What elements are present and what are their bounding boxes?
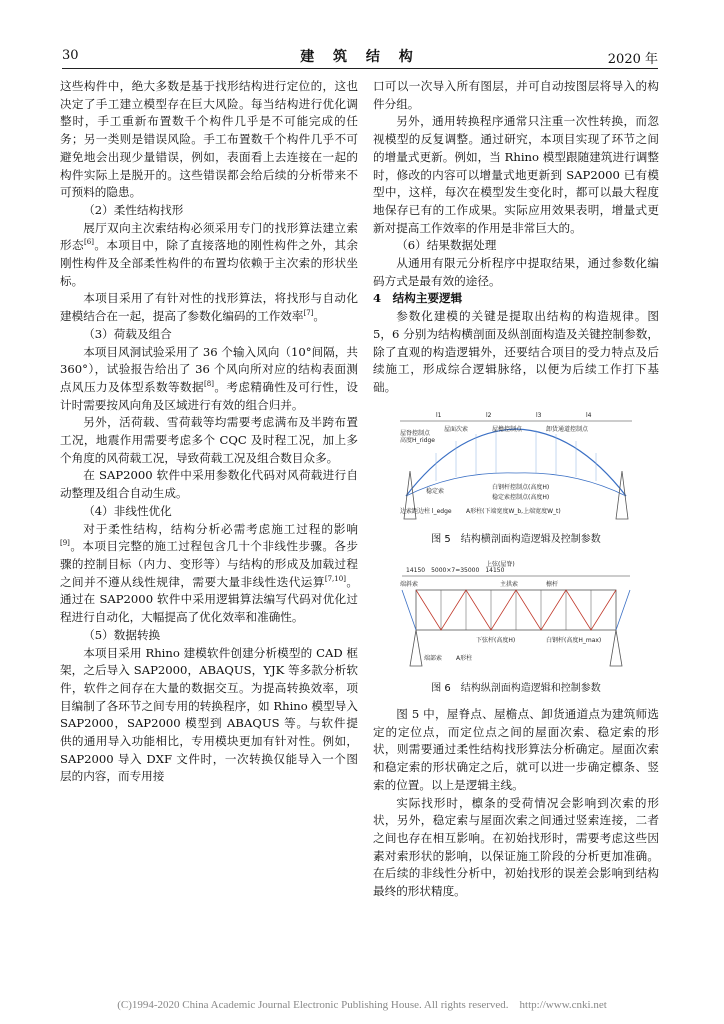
fig6-end-inclined-right <box>616 590 630 630</box>
fig5-label-a: A形柱(下端宽度W_b,上端宽度W_t) <box>466 507 561 515</box>
fig5-label-cargo: 卸货通道控制点 <box>546 425 589 433</box>
figure-5-cross-section <box>396 401 636 529</box>
page-number: 30 <box>62 48 79 63</box>
fig6-main-cable: 主拱索 <box>500 581 519 589</box>
fig5-dim-text: l1 <box>436 411 442 419</box>
section-heading: （2）柔性结构找形 <box>83 202 184 217</box>
paragraph: 口可以一次导入所有图层，并可自动按图层将导入的构件分组。 <box>373 79 659 111</box>
svg-text:l2: l2 <box>486 411 492 419</box>
figure-6-longitudinal-section <box>396 556 636 678</box>
paragraph: 对于柔性结构，结构分析必需考虑施工过程的影响[9]。本项目完整的施工过程包含几十个非线性步骤。各步骤的控制目标（内力、变形等）与结构的形成及加载过程之间并不遵从线性规律，需要大量非线性迭代运算[7,10]。通过在 SAP2000 软件中采用逻辑算法编写代码对优化过程进行自动化，大幅提高了优化效率和准确性。 <box>60 521 358 625</box>
paragraph: 从通用有限元分析程序中提取结果，通过参数化编码方式是最有效的途径。 <box>373 256 659 288</box>
paragraph: 另外，活荷载、雪荷载等均需要考虑满布及半跨布置工况，地震作用需要考虑多个 CQC 及时程工况，加上多个角度的风荷载工况，导致荷载工况及组合数目众多。 <box>60 415 358 465</box>
fig6-verticals <box>441 590 591 630</box>
fig6-purlin: 檩杆 <box>546 581 559 589</box>
fig5-label-ridge: 屋脊控制点 <box>400 429 431 437</box>
fig6-end-inclined-left <box>402 590 416 630</box>
citation: [6] <box>84 238 94 247</box>
right-top-text <box>373 78 659 397</box>
fig6-top-label: 上弦(屋脊) <box>486 561 515 569</box>
svg-text:l4: l4 <box>586 411 592 419</box>
fig6-bottom: 下弦杆(高度H) <box>476 637 516 645</box>
citation: [7,10] <box>324 574 346 583</box>
paragraph: 另外，通用转换程序通常只注重一次性转换，而忽视模型的反复调整。通过研究，本项目实现了环节之间的增量式更新。例如，当 Rhino 模型跟随建筑进行调整时，修改的内容可以增量式地更新到 SAP2000 已有模型中，这样，每次在模型发生变化时，都可以最大程度地保存已有的工作成果。实际应用效果表明，增量式更新对提高工作效率的作用是非常巨大的。 <box>373 114 659 235</box>
citation: [9] <box>60 539 70 548</box>
paragraph: 参数化建模的关键是提取出结构的构造规律。图 5，6 分别为结构横剖面及纵剖面构造及关键控制参数，除了直观的构造逻辑外，还要结合项目的受力特点及后续施工，形成综合逻辑脉络，以便为后续工作打下基础。 <box>373 309 659 394</box>
fig6-white-truss: 白钢杆(高度H_max) <box>546 637 602 645</box>
fig5-label-truss: 白钢杆控制点(高度H) <box>492 483 550 491</box>
paragraph: 展厅双向主次索结构必须采用专门的找形算法建立索形态[6]。本项目中，除了直接落地的刚性构件之外，其余刚性构件及全部柔性构件的布置均依赖于主次索的形状坐标。 <box>60 220 358 288</box>
citation: [7] <box>303 309 314 318</box>
journal-title: 建 筑 结 构 <box>300 49 420 65</box>
section-heading: （5）数据转换 <box>83 627 161 642</box>
paragraph: 本项目风洞试验采用了 36 个输入风向（10°间隔，共 360°），试验报告给出了 36 个风向所对应的结构表面测点风压力及体型系数等数据[8]。考虑精确性及可行性，设计时需要按风向角及区域进行有效的组合归并。 <box>60 344 358 412</box>
fig6-a-col: A形柱 <box>456 655 473 663</box>
fig5-label-eave: 屋檐控制点 <box>492 425 523 433</box>
paragraph: 实际找形时，檩条的受荷情况会影响到次索的形状，另外，稳定索与屋面次索之间通过竖索连接，二者之间也存在相互影响。在初始找形时，需要考虑这些因素对索形状的影响，以保证施工阶段的分析更加准确。在后续的非线性分析中，初始找形的误差会影响到结构最终的形状精度。 <box>373 795 659 899</box>
svg-text:高度H_ridge: 高度H_ridge <box>400 436 435 444</box>
left-column <box>60 78 358 786</box>
figure-5-caption: 图 5 结构横剖面构造逻辑及控制参数 <box>431 533 601 545</box>
a-column-right <box>616 471 628 519</box>
section-heading: （6）结果数据处理 <box>396 238 497 253</box>
fig6-end-inclined: 端斜索 <box>400 581 419 589</box>
fig5-label-stab: 稳定索 <box>426 487 445 495</box>
figure-6-caption: 图 6 结构纵剖面构造逻辑和控制参数 <box>431 683 601 695</box>
right-bottom-text <box>373 706 659 901</box>
fig5-label-stabctrl: 稳定索控制点(高度H) <box>492 493 550 501</box>
fig6-dims: 14150 5000×7=35000 14150 <box>406 567 505 575</box>
paragraph: 本项目采用了有针对性的找形算法，将找形与自动化建模结合在一起，提高了参数化编码的工作效率[7]。 <box>60 291 358 324</box>
svg-text:l3: l3 <box>536 411 542 419</box>
section-heading: 4 结构主要逻辑 <box>373 291 463 306</box>
fig6-end-col: 端部索 <box>424 655 443 663</box>
paragraph: 图 5 中，屋脊点、屋檐点、卸货通道点为建筑师选定的定位点，而定位点之间的屋面次索、稳定索的形状，则需要通过柔性结构找形算法分析确定。屋面次索和稳定索的形状确定之后，就可以进一步确定檩条、竖索的位置。以上是逻辑主线。 <box>373 707 659 792</box>
paragraph: 这些构件中，绝大多数是基于找形结构进行定位的，这也决定了手工建立模型存在巨大风险。每当结构进行优化调整时，手工重新布置数千个构件几乎是不可能完成的任务；另一类则是错误风险。手工布置数千个构件几乎不可避免地会出现少量错误，例如，表面看上去连接在一起的构件实际上是脱开的。这些错误都会给后续的分析带来不可预料的隐患。 <box>60 79 358 200</box>
paragraph: 在 SAP2000 软件中采用参数化代码对风荷载进行自动整理及组合自动生成。 <box>60 468 358 501</box>
right-column <box>373 78 659 901</box>
fig5-label-secondary: 屋面次索 <box>444 425 469 433</box>
copyright-footer: (C)1994-2020 China Academic Journal Electronic Publishing House. All rights reserved. http://www.cnki.net <box>117 999 607 1011</box>
section-heading: （4）非线性优化 <box>83 503 172 518</box>
section-heading: （3）荷载及组合 <box>83 326 172 341</box>
journal-year: 2020 年 <box>607 52 658 67</box>
paragraph: 本项目采用 Rhino 建模软件创建分析模型的 CAD 框架，之后导入 SAP2000，ABAQUS，YJK 等多款分析软件，软件之间存在大量的数据交互。为提高转换效率，项目编制了各环节之间专用的转换程序，如 Rhino 模型导入 SAP2000，SAP2000 模型到 ABAQUS 等。与软件提供的通用导入功能相比，专用模块更加有针对性。例如，SAP2000 导入 DXF 文件时，一次转换仅能导入一个图层的内容，而专用接 <box>60 645 358 784</box>
page-header <box>62 46 658 69</box>
citation: [8] <box>204 380 214 389</box>
fig5-label-edge: 边索距边柱 l_edge <box>400 507 452 515</box>
